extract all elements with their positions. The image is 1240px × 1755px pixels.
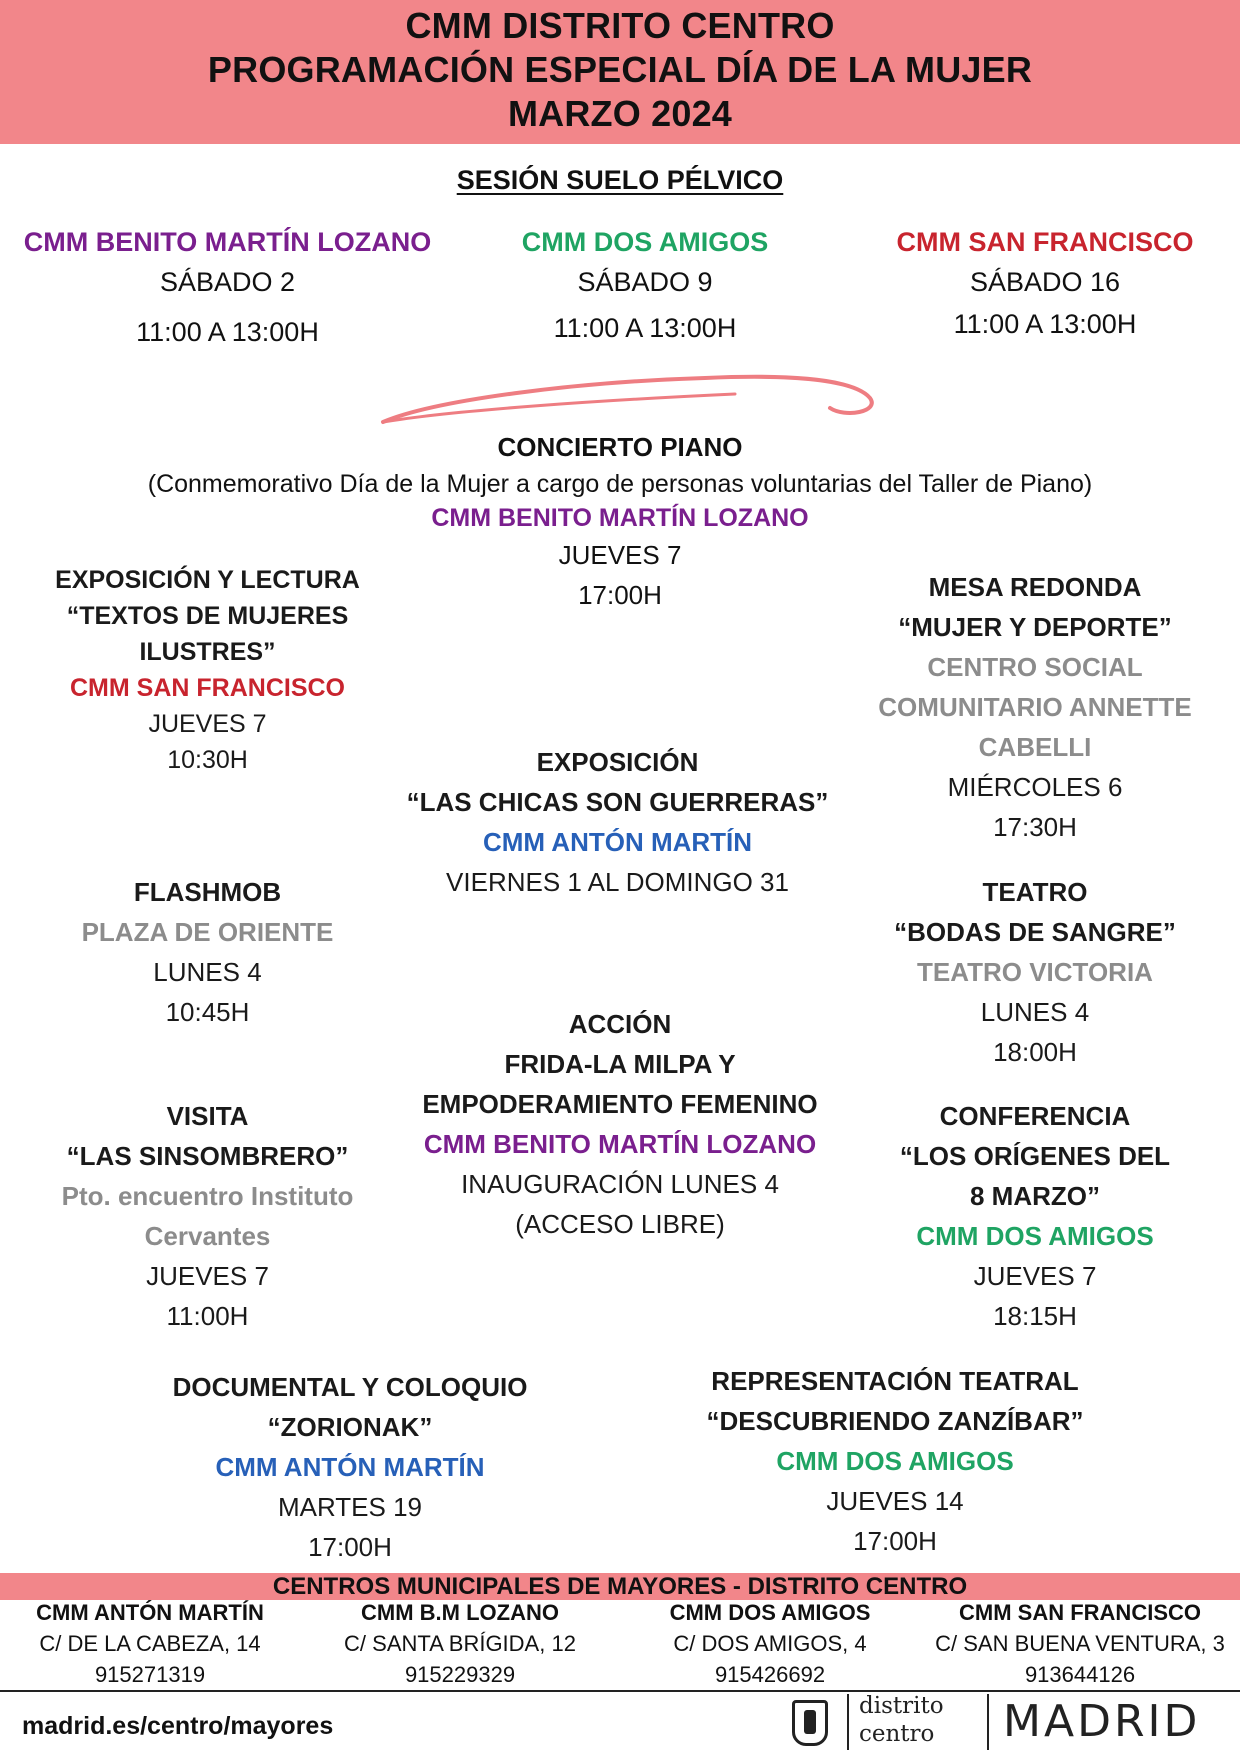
expo-lectura-section <box>20 562 395 778</box>
accion-title-2: FRIDA-LA MILPA Y <box>504 1049 736 1079</box>
conferencia-center: CMM DOS AMIGOS <box>916 1221 1154 1251</box>
footer-center-address: C/ DOS AMIGOS, 4 <box>673 1631 867 1656</box>
visita-section <box>20 1096 395 1336</box>
teatro-day: LUNES 4 <box>980 997 1090 1027</box>
logo-divider <box>847 1694 849 1750</box>
mesa-redonda-place-3: CABELLI <box>978 732 1092 762</box>
documental-day: MARTES 19 <box>277 1492 422 1522</box>
footer-center-3 <box>620 1598 920 1690</box>
expo-lectura-title-2: “TEXTOS DE MUJERES <box>66 602 349 630</box>
footer-center-4 <box>920 1598 1240 1690</box>
session-day: SÁBADO 2 <box>159 267 296 297</box>
session-center: CMM DOS AMIGOS <box>521 227 769 257</box>
footer-center-name: CMM DOS AMIGOS <box>669 1600 871 1625</box>
session-time: 11:00 A 13:00H <box>553 313 737 343</box>
exposicion-title-2: “LAS CHICAS SON GUERRERAS” <box>406 787 829 817</box>
logo-madrid-wordmark: MADRID <box>1003 1696 1201 1747</box>
session-center: CMM SAN FRANCISCO <box>896 227 1194 257</box>
teatro-place: TEATRO VICTORIA <box>917 957 1153 987</box>
footer-center-name: CMM SAN FRANCISCO <box>959 1600 1201 1625</box>
visita-place-1: Pto. encuentro Instituto <box>61 1181 354 1211</box>
documental-center: CMM ANTÓN MARTÍN <box>215 1452 485 1482</box>
accion-title-3: EMPODERAMIENTO FEMENINO <box>422 1089 818 1119</box>
footer-center-1 <box>0 1598 300 1690</box>
suelo-pelvico-title: SESIÓN SUELO PÉLVICO <box>456 165 784 195</box>
accion-title-1: ACCIÓN <box>568 1009 672 1039</box>
flashmob-place: PLAZA DE ORIENTE <box>81 917 334 947</box>
mesa-redonda-day: MIÉRCOLES 6 <box>947 772 1123 802</box>
footer-center-name: CMM ANTÓN MARTÍN <box>36 1600 264 1625</box>
suelo-pelvico-session-1 <box>0 222 455 352</box>
logo-line-2: centro <box>859 1721 935 1747</box>
exposicion-dates: VIERNES 1 AL DOMINGO 31 <box>446 867 789 897</box>
teatro-title-2: “BODAS DE SANGRE” <box>894 917 1176 947</box>
footer-banner-text: CENTROS MUNICIPALES DE MAYORES - DISTRITO CENTRO <box>272 1573 968 1600</box>
exposicion-center: CMM ANTÓN MARTÍN <box>482 827 753 857</box>
footer-center-2 <box>310 1598 610 1690</box>
session-day: SÁBADO 9 <box>577 267 713 297</box>
suelo-pelvico-session-3 <box>855 222 1235 344</box>
flashmob-section <box>20 872 395 1032</box>
logo-distrito-centro <box>859 1692 944 1748</box>
mesa-redonda-title-1: MESA REDONDA <box>928 572 1142 602</box>
expo-lectura-title-1: EXPOSICIÓN Y LECTURA <box>55 566 360 594</box>
accion-section <box>385 1004 855 1244</box>
representacion-time: 17:00H <box>853 1526 937 1556</box>
madrid-shield-icon <box>792 1700 828 1746</box>
madrid-distrito-centro-logo <box>787 1692 1237 1752</box>
accion-info-1: INAUGURACIÓN LUNES 4 <box>461 1169 779 1199</box>
footer-url-link[interactable]: madrid.es/centro/mayores <box>22 1712 334 1740</box>
accion-info-2: (ACCESO LIBRE) <box>515 1209 725 1239</box>
flashmob-title: FLASHMOB <box>133 877 282 907</box>
footer-center-address: C/ SANTA BRÍGIDA, 12 <box>344 1631 576 1656</box>
header-title-line1: CMM DISTRITO CENTRO <box>405 5 835 46</box>
header-banner <box>0 0 1240 144</box>
concierto-day: JUEVES 7 <box>558 540 682 570</box>
footer-banner <box>0 1573 1240 1600</box>
concierto-center: CMM BENITO MARTÍN LOZANO <box>431 504 809 532</box>
visita-title-1: VISITA <box>166 1101 249 1131</box>
mesa-redonda-place-2: COMUNITARIO ANNETTE <box>878 692 1192 722</box>
footer-center-phone: 915271319 <box>94 1662 206 1687</box>
session-time: 11:00 A 13:00H <box>953 309 1137 339</box>
footer-center-address: C/ SAN BUENA VENTURA, 3 <box>935 1631 1225 1656</box>
flashmob-day: LUNES 4 <box>153 957 262 987</box>
conferencia-time: 18:15H <box>993 1301 1077 1331</box>
concierto-title: CONCIERTO PIANO <box>497 432 743 462</box>
header-title-line3: MARZO 2024 <box>507 93 733 134</box>
session-center: CMM BENITO MARTÍN LOZANO <box>23 227 432 257</box>
expo-lectura-title-3: ILUSTRES” <box>139 638 276 666</box>
exposicion-title-1: EXPOSICIÓN <box>536 747 699 777</box>
decorative-swoosh <box>375 370 875 430</box>
documental-title-2: “ZORIONAK” <box>267 1412 433 1442</box>
mesa-redonda-title-2: “MUJER Y DEPORTE” <box>898 612 1172 642</box>
suelo-pelvico-session-2 <box>455 222 835 348</box>
mesa-redonda-time: 17:30H <box>993 812 1077 842</box>
mesa-redonda-section <box>845 567 1225 847</box>
representacion-center: CMM DOS AMIGOS <box>776 1446 1014 1476</box>
concierto-subtitle: (Conmemorativo Día de la Mujer a cargo de personas voluntarias del Taller de Piano) <box>147 470 1093 498</box>
footer-center-phone: 913644126 <box>1024 1662 1136 1687</box>
expo-lectura-time: 10:30H <box>167 746 248 774</box>
visita-time: 11:00H <box>166 1301 249 1331</box>
footer-center-phone: 915426692 <box>714 1662 826 1687</box>
session-time: 11:00 A 13:00H <box>136 317 319 347</box>
representacion-title-1: REPRESENTACIÓN TEATRAL <box>711 1366 1079 1396</box>
exposicion-section <box>380 742 855 902</box>
footer-center-name: CMM B.M LOZANO <box>361 1600 559 1625</box>
footer-center-phone: 915229329 <box>404 1662 516 1687</box>
visita-title-2: “LAS SINSOMBRERO” <box>66 1141 349 1171</box>
conferencia-section <box>845 1096 1225 1336</box>
visita-place-2: Cervantes <box>144 1221 271 1251</box>
concierto-time: 17:00H <box>578 580 662 610</box>
logo-line-1: distrito <box>859 1693 944 1719</box>
representacion-section <box>640 1361 1150 1561</box>
header-title-line2: PROGRAMACIÓN ESPECIAL DÍA DE LA MUJER <box>207 49 1033 90</box>
expo-lectura-center: CMM SAN FRANCISCO <box>70 674 345 702</box>
documental-time: 17:00H <box>308 1532 392 1562</box>
conferencia-title-2: “LOS ORÍGENES DEL <box>899 1141 1171 1171</box>
accion-center: CMM BENITO MARTÍN LOZANO <box>423 1129 817 1159</box>
visita-day: JUEVES 7 <box>146 1261 269 1291</box>
teatro-time: 18:00H <box>993 1037 1077 1067</box>
representacion-day: JUEVES 14 <box>826 1486 964 1516</box>
mesa-redonda-place-1: CENTRO SOCIAL <box>927 652 1143 682</box>
expo-lectura-day: JUEVES 7 <box>148 710 267 738</box>
representacion-title-2: “DESCUBRIENDO ZANZÍBAR” <box>706 1406 1084 1436</box>
teatro-title-1: TEATRO <box>982 877 1088 907</box>
documental-section <box>100 1367 600 1567</box>
conferencia-title-3: 8 MARZO” <box>970 1181 1100 1211</box>
documental-title-1: DOCUMENTAL Y COLOQUIO <box>172 1372 528 1402</box>
flashmob-time: 10:45H <box>165 997 250 1027</box>
conferencia-day: JUEVES 7 <box>973 1261 1097 1291</box>
footer-center-address: C/ DE LA CABEZA, 14 <box>39 1631 261 1656</box>
teatro-section <box>845 872 1225 1072</box>
session-day: SÁBADO 16 <box>969 267 1121 297</box>
conferencia-title-1: CONFERENCIA <box>939 1101 1131 1131</box>
logo-divider <box>987 1694 989 1750</box>
